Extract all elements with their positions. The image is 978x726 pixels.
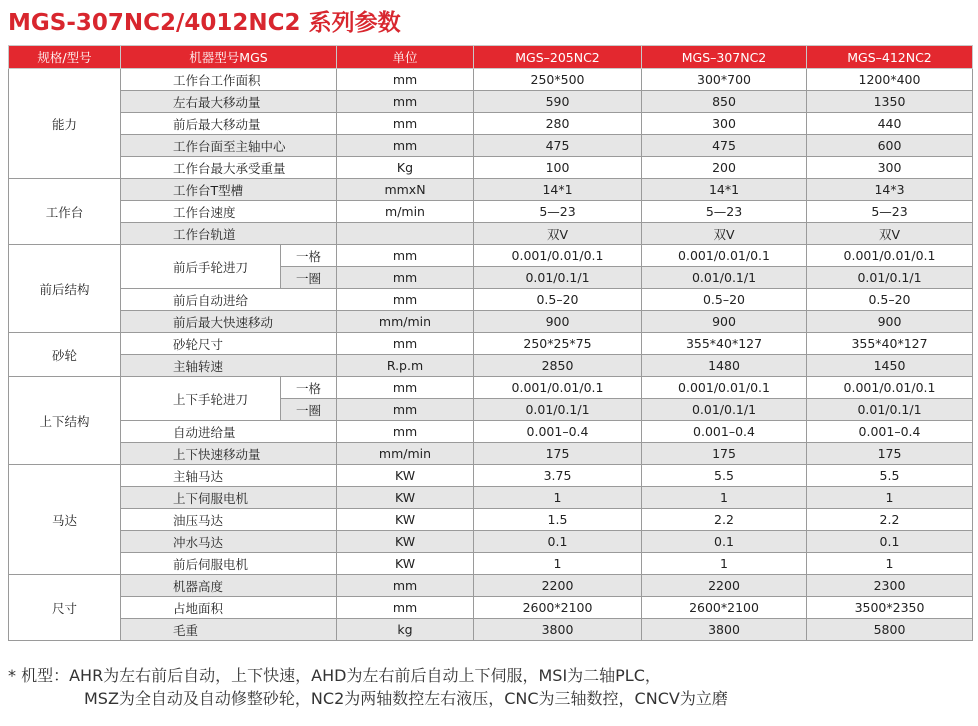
table-row: [9, 135, 973, 157]
value-cell: 1200*400: [807, 69, 973, 91]
unit-cell: mm/min: [337, 311, 474, 333]
value-cell: 300*700: [642, 69, 807, 91]
param-cell: 油压马达: [121, 509, 337, 531]
unit-cell: mm: [337, 575, 474, 597]
param-cell: 前后手轮进刀: [121, 245, 281, 289]
value-cell: 250*500: [474, 69, 642, 91]
value-cell: 1: [642, 487, 807, 509]
table-row: [9, 553, 973, 575]
table-row: [9, 311, 973, 333]
table-row: [9, 421, 973, 443]
header-row: [9, 46, 973, 69]
value-cell: 475: [642, 135, 807, 157]
param-cell: 前后自动进给: [121, 289, 337, 311]
value-cell: 0.01/0.1/1: [474, 399, 642, 421]
value-cell: 0.001/0.01/0.1: [807, 245, 973, 267]
unit-cell: mm: [337, 91, 474, 113]
table-row: [9, 377, 973, 399]
table-row: [9, 575, 973, 597]
unit-cell: KW: [337, 509, 474, 531]
param-cell: 工作台工作面积: [121, 69, 337, 91]
value-cell: 1350: [807, 91, 973, 113]
unit-cell: mmxN: [337, 179, 474, 201]
unit-cell: mm: [337, 377, 474, 399]
header-model: 机器型号MGS: [121, 46, 337, 69]
value-cell: 900: [474, 311, 642, 333]
sub-label-cell: 一圈: [281, 399, 337, 421]
param-cell: 主轴转速: [121, 355, 337, 377]
unit-cell: mm: [337, 267, 474, 289]
value-cell: 0.01/0.1/1: [474, 267, 642, 289]
table-row: [9, 91, 973, 113]
value-cell: 1: [474, 487, 642, 509]
header-unit: 单位: [337, 46, 474, 69]
value-cell: 440: [807, 113, 973, 135]
table-row: [9, 619, 973, 641]
value-cell: 1480: [642, 355, 807, 377]
value-cell: 355*40*127: [807, 333, 973, 355]
value-cell: 590: [474, 91, 642, 113]
value-cell: 0.01/0.1/1: [807, 267, 973, 289]
param-cell: 工作台速度: [121, 201, 337, 223]
value-cell: 250*25*75: [474, 333, 642, 355]
unit-cell: Kg: [337, 157, 474, 179]
value-cell: 100: [474, 157, 642, 179]
unit-cell: [337, 223, 474, 245]
value-cell: 200: [642, 157, 807, 179]
param-cell: 前后最大移动量: [121, 113, 337, 135]
unit-cell: mm/min: [337, 443, 474, 465]
category-cell: 工作台: [9, 179, 121, 245]
param-cell: 前后最大快速移动: [121, 311, 337, 333]
value-cell: 0.001/0.01/0.1: [474, 377, 642, 399]
value-cell: 900: [642, 311, 807, 333]
param-cell: 工作台T型槽: [121, 179, 337, 201]
category-cell: 能力: [9, 69, 121, 179]
value-cell: 5—23: [642, 201, 807, 223]
value-cell: 0.1: [474, 531, 642, 553]
header-spec: 规格/型号: [9, 46, 121, 69]
value-cell: 5—23: [474, 201, 642, 223]
value-cell: 0.01/0.1/1: [642, 399, 807, 421]
category-cell: 上下结构: [9, 377, 121, 465]
value-cell: 300: [807, 157, 973, 179]
param-cell: 工作台面至主轴中心: [121, 135, 337, 157]
value-cell: 600: [807, 135, 973, 157]
value-cell: 双V: [807, 223, 973, 245]
unit-cell: KW: [337, 465, 474, 487]
value-cell: 5.5: [807, 465, 973, 487]
category-cell: 砂轮: [9, 333, 121, 377]
param-cell: 上下快速移动量: [121, 443, 337, 465]
value-cell: 2600*2100: [474, 597, 642, 619]
header-model-307: MGS–307NC2: [642, 46, 807, 69]
table-row: [9, 289, 973, 311]
param-cell: 占地面积: [121, 597, 337, 619]
table-row: [9, 443, 973, 465]
value-cell: 3500*2350: [807, 597, 973, 619]
sub-label-cell: 一圈: [281, 267, 337, 289]
table-row: [9, 69, 973, 91]
value-cell: 475: [474, 135, 642, 157]
value-cell: 0.5–20: [474, 289, 642, 311]
footnote-line-1: * 机型：AHR为左右前后自动，上下快速，AHD为左右前后自动上下伺服，MSI为二轴PLC，: [8, 666, 661, 685]
param-cell: 前后伺服电机: [121, 553, 337, 575]
unit-cell: KW: [337, 487, 474, 509]
value-cell: 5.5: [642, 465, 807, 487]
table-row: [9, 531, 973, 553]
value-cell: 2200: [642, 575, 807, 597]
value-cell: 280: [474, 113, 642, 135]
value-cell: 0.001/0.01/0.1: [642, 245, 807, 267]
value-cell: 双V: [642, 223, 807, 245]
value-cell: 0.001/0.01/0.1: [474, 245, 642, 267]
table-row: [9, 487, 973, 509]
value-cell: 双V: [474, 223, 642, 245]
param-cell: 冲水马达: [121, 531, 337, 553]
value-cell: 900: [807, 311, 973, 333]
table-row: [9, 245, 973, 267]
value-cell: 300: [642, 113, 807, 135]
param-cell: 自动进给量: [121, 421, 337, 443]
value-cell: 1450: [807, 355, 973, 377]
unit-cell: mm: [337, 399, 474, 421]
param-cell: 上下手轮进刀: [121, 377, 281, 421]
param-cell: 机器高度: [121, 575, 337, 597]
param-cell: 毛重: [121, 619, 337, 641]
sub-label-cell: 一格: [281, 245, 337, 267]
table-row: [9, 509, 973, 531]
value-cell: 14*1: [474, 179, 642, 201]
value-cell: 0.5–20: [642, 289, 807, 311]
value-cell: 2850: [474, 355, 642, 377]
table-row: [9, 597, 973, 619]
value-cell: 14*1: [642, 179, 807, 201]
value-cell: 0.001–0.4: [474, 421, 642, 443]
unit-cell: mm: [337, 421, 474, 443]
table-row: [9, 223, 973, 245]
value-cell: 2600*2100: [642, 597, 807, 619]
value-cell: 0.5–20: [807, 289, 973, 311]
value-cell: 0.001/0.01/0.1: [642, 377, 807, 399]
param-cell: 上下伺服电机: [121, 487, 337, 509]
value-cell: 5—23: [807, 201, 973, 223]
value-cell: 0.1: [807, 531, 973, 553]
unit-cell: R.p.m: [337, 355, 474, 377]
category-cell: 马达: [9, 465, 121, 575]
value-cell: 14*3: [807, 179, 973, 201]
param-cell: 砂轮尺寸: [121, 333, 337, 355]
sub-label-cell: 一格: [281, 377, 337, 399]
table-row: [9, 333, 973, 355]
value-cell: 5800: [807, 619, 973, 641]
value-cell: 355*40*127: [642, 333, 807, 355]
value-cell: 175: [474, 443, 642, 465]
footnote: [8, 664, 728, 710]
param-cell: 主轴马达: [121, 465, 337, 487]
category-cell: 尺寸: [9, 575, 121, 641]
unit-cell: m/min: [337, 201, 474, 223]
page-title: MGS-307NC2/4012NC2 系列参数: [8, 10, 401, 36]
table-row: [9, 113, 973, 135]
unit-cell: mm: [337, 333, 474, 355]
unit-cell: mm: [337, 113, 474, 135]
spec-table: [8, 45, 973, 641]
value-cell: 0.1: [642, 531, 807, 553]
value-cell: 1: [807, 487, 973, 509]
unit-cell: KW: [337, 553, 474, 575]
unit-cell: kg: [337, 619, 474, 641]
value-cell: 1: [474, 553, 642, 575]
value-cell: 175: [807, 443, 973, 465]
unit-cell: mm: [337, 597, 474, 619]
value-cell: 0.01/0.1/1: [642, 267, 807, 289]
unit-cell: mm: [337, 245, 474, 267]
param-cell: 工作台最大承受重量: [121, 157, 337, 179]
table-row: [9, 157, 973, 179]
unit-cell: mm: [337, 135, 474, 157]
category-cell: 前后结构: [9, 245, 121, 333]
value-cell: 2200: [474, 575, 642, 597]
value-cell: 0.001/0.01/0.1: [807, 377, 973, 399]
footnote-line-2: MSZ为全自动及自动修整砂轮，NC2为两轴数控左右液压，CNC为三轴数控，CNCV为立磨: [84, 689, 728, 708]
table-row: [9, 355, 973, 377]
value-cell: 0.001–0.4: [807, 421, 973, 443]
value-cell: 0.001–0.4: [642, 421, 807, 443]
value-cell: 1: [642, 553, 807, 575]
value-cell: 2.2: [642, 509, 807, 531]
value-cell: 2.2: [807, 509, 973, 531]
value-cell: 1.5: [474, 509, 642, 531]
unit-cell: mm: [337, 69, 474, 91]
value-cell: 3800: [474, 619, 642, 641]
value-cell: 1: [807, 553, 973, 575]
table-row: [9, 201, 973, 223]
value-cell: 3.75: [474, 465, 642, 487]
param-cell: 工作台轨道: [121, 223, 337, 245]
value-cell: 3800: [642, 619, 807, 641]
table-row: [9, 179, 973, 201]
unit-cell: KW: [337, 531, 474, 553]
param-cell: 左右最大移动量: [121, 91, 337, 113]
value-cell: 175: [642, 443, 807, 465]
unit-cell: mm: [337, 289, 474, 311]
header-model-205: MGS–205NC2: [474, 46, 642, 69]
table-row: [9, 465, 973, 487]
value-cell: 850: [642, 91, 807, 113]
header-model-412: MGS–412NC2: [807, 46, 973, 69]
value-cell: 2300: [807, 575, 973, 597]
value-cell: 0.01/0.1/1: [807, 399, 973, 421]
